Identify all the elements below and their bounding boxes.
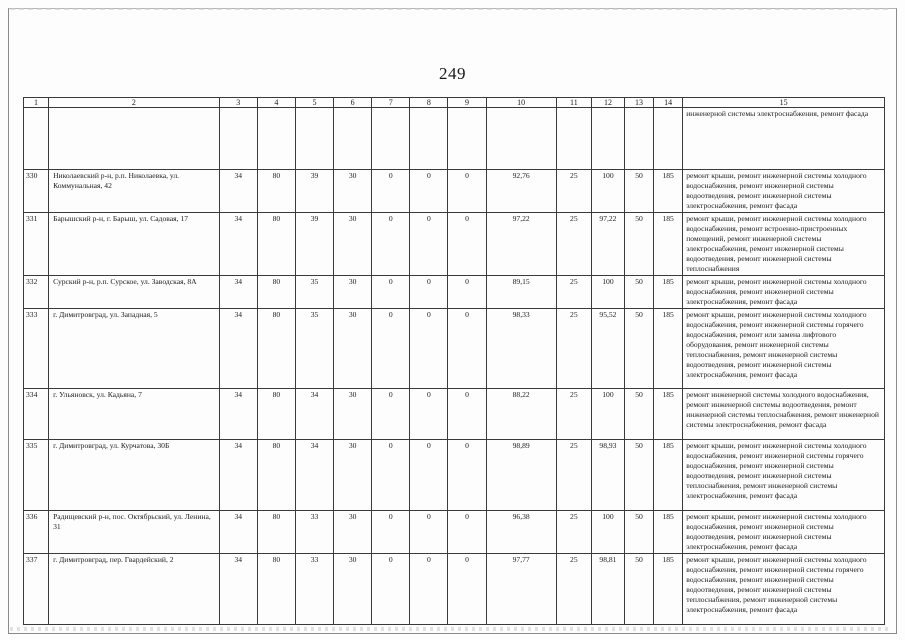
empty-cell: [372, 108, 410, 170]
value-cell: 35: [295, 276, 333, 309]
address-cell: Барышский р-н, г. Барыш, ул. Садовая, 17: [49, 213, 220, 276]
column-header: 15: [683, 98, 885, 108]
column-header: 13: [625, 98, 654, 108]
value-cell: 39: [295, 170, 333, 213]
empty-cell: [410, 108, 448, 170]
value-cell: 0: [372, 440, 410, 511]
value-cell: 0: [410, 170, 448, 213]
value-cell: 25: [556, 170, 591, 213]
work-list-cell: ремонт крыши, ремонт инженерной системы холодного водоснабжения, ремонт инженерной системы горячего водоснабжения, ремонт инженерной системы водоотведения, ремонт инженерной системы теплоснабжения, ремонт инженерной системы электроснабжения, ремонт фасада: [683, 440, 885, 511]
work-list-cell: ремонт крыши, ремонт инженерной системы холодного водоснабжения, ремонт инженерной системы электроснабжения, ремонт фасада: [683, 276, 885, 309]
column-header: 1: [24, 98, 49, 108]
empty-cell: [219, 108, 257, 170]
value-cell: 33: [295, 511, 333, 554]
address-cell: г. Ульяновск, ул. Кадьяна, 7: [49, 389, 220, 440]
value-cell: 0: [410, 554, 448, 625]
table-row: [24, 440, 885, 511]
address-cell: г. Димитровград, ул. Курчатова, 30Б: [49, 440, 220, 511]
value-cell: 50: [625, 170, 654, 213]
value-cell: 98,89: [486, 440, 556, 511]
address-cell: г. Димитровград, ул. Западная, 5: [49, 309, 220, 389]
empty-cell: [591, 108, 624, 170]
value-cell: 80: [257, 276, 295, 309]
value-cell: 0: [410, 389, 448, 440]
row-number: 330: [24, 170, 49, 213]
value-cell: 185: [654, 309, 683, 389]
value-cell: 0: [448, 213, 486, 276]
row-number: 337: [24, 554, 49, 625]
value-cell: 25: [556, 213, 591, 276]
work-list-cell: ремонт крыши, ремонт инженерной системы холодного водоснабжения, ремонт инженерной системы горячего водоснабжения, ремонт инженерной системы водоотведения, ремонт инженерной системы теплоснабжения, ремонт инженерной системы электроснабжения, ремонт фасада: [683, 554, 885, 625]
value-cell: 50: [625, 309, 654, 389]
row-number: 335: [24, 440, 49, 511]
value-cell: 0: [448, 170, 486, 213]
value-cell: 0: [448, 276, 486, 309]
work-list-cell: ремонт крыши, ремонт инженерной системы холодного водоснабжения, ремонт инженерной системы горячего водоснабжения, ремонт или замена лифтового оборудования, ремонт инженерной системы теплоснабжения, ремонт инженерной системы водоотведения, ремонт инженерной системы электроснабжения, ремонт фасада: [683, 309, 885, 389]
value-cell: 100: [591, 511, 624, 554]
value-cell: 98,81: [591, 554, 624, 625]
empty-cell: [334, 108, 372, 170]
work-list-cell: ремонт крыши, ремонт инженерной системы холодного водоснабжения, ремонт встроенно-пристроенных помещений, ремонт инженерной системы электроснабжения, ремонт инженерной системы водоотведения, ремонт инженерной системы теплоснабжения: [683, 213, 885, 276]
value-cell: 0: [448, 309, 486, 389]
value-cell: 0: [448, 389, 486, 440]
work-list-cell: ремонт крыши, ремонт инженерной системы холодного водоснабжения, ремонт инженерной системы водоотведения, ремонт инженерной системы электроснабжения, ремонт фасада: [683, 170, 885, 213]
table-row: [24, 276, 885, 309]
value-cell: 0: [410, 309, 448, 389]
value-cell: 98,33: [486, 309, 556, 389]
value-cell: 34: [219, 170, 257, 213]
value-cell: 185: [654, 170, 683, 213]
value-cell: 97,22: [591, 213, 624, 276]
value-cell: 50: [625, 213, 654, 276]
column-header: 11: [556, 98, 591, 108]
value-cell: 34: [219, 276, 257, 309]
value-cell: 50: [625, 276, 654, 309]
value-cell: 30: [334, 440, 372, 511]
value-cell: 80: [257, 170, 295, 213]
value-cell: 100: [591, 170, 624, 213]
value-cell: 96,38: [486, 511, 556, 554]
empty-cell: [556, 108, 591, 170]
value-cell: 80: [257, 554, 295, 625]
value-cell: 30: [334, 554, 372, 625]
value-cell: 50: [625, 554, 654, 625]
empty-cell: [49, 108, 220, 170]
empty-cell: [654, 108, 683, 170]
value-cell: 25: [556, 440, 591, 511]
column-header: 12: [591, 98, 624, 108]
scan-artifact-bottom: [10, 627, 890, 631]
address-cell: Николаевский р-н, р.п. Николаевка, ул. Коммунальная, 42: [49, 170, 220, 213]
value-cell: 97,77: [486, 554, 556, 625]
value-cell: 185: [654, 440, 683, 511]
empty-cell: [24, 108, 49, 170]
value-cell: 34: [219, 511, 257, 554]
value-cell: 80: [257, 213, 295, 276]
value-cell: 100: [591, 389, 624, 440]
address-cell: Радищевский р-н, пос. Октябрьский, ул. Ленина, 31: [49, 511, 220, 554]
value-cell: 0: [372, 511, 410, 554]
value-cell: 0: [372, 309, 410, 389]
row-number: 332: [24, 276, 49, 309]
table-row: [24, 389, 885, 440]
empty-cell: [448, 108, 486, 170]
value-cell: 0: [410, 213, 448, 276]
value-cell: 89,15: [486, 276, 556, 309]
column-header: 10: [486, 98, 556, 108]
value-cell: 25: [556, 276, 591, 309]
value-cell: 25: [556, 389, 591, 440]
scan-artifact-top: [10, 8, 890, 10]
value-cell: 34: [219, 213, 257, 276]
value-cell: 30: [334, 309, 372, 389]
value-cell: 80: [257, 389, 295, 440]
value-cell: 0: [410, 276, 448, 309]
value-cell: 50: [625, 389, 654, 440]
value-cell: 80: [257, 440, 295, 511]
column-header: 7: [372, 98, 410, 108]
value-cell: 39: [295, 213, 333, 276]
work-list-cell: ремонт инженерной системы холодного водоснабжения, ремонт инженерной системы водоотведения, ремонт инженерной системы теплоснабжения, ремонт инженерной системы электроснабжения, ремонт фасада: [683, 389, 885, 440]
value-cell: 88,22: [486, 389, 556, 440]
address-cell: г. Димитровград, пер. Гвардейский, 2: [49, 554, 220, 625]
value-cell: 34: [295, 389, 333, 440]
value-cell: 80: [257, 511, 295, 554]
value-cell: 0: [410, 511, 448, 554]
table-row: [24, 170, 885, 213]
column-header: 6: [334, 98, 372, 108]
value-cell: 0: [372, 389, 410, 440]
value-cell: 0: [448, 511, 486, 554]
page-number: 249: [439, 64, 466, 83]
value-cell: 0: [372, 170, 410, 213]
empty-cell: [257, 108, 295, 170]
row-number: 334: [24, 389, 49, 440]
work-list-cell: ремонт крыши, ремонт инженерной системы холодного водоснабжения, ремонт инженерной системы водоотведения, ремонт инженерной системы электроснабжения, ремонт фасада: [683, 511, 885, 554]
column-header: 14: [654, 98, 683, 108]
value-cell: 30: [334, 170, 372, 213]
value-cell: 25: [556, 511, 591, 554]
value-cell: 35: [295, 309, 333, 389]
row-number: 333: [24, 309, 49, 389]
row-number: 331: [24, 213, 49, 276]
column-number-row: [24, 98, 885, 108]
column-header: 9: [448, 98, 486, 108]
value-cell: 0: [448, 554, 486, 625]
value-cell: 185: [654, 389, 683, 440]
value-cell: 80: [257, 309, 295, 389]
value-cell: 50: [625, 440, 654, 511]
column-header: 3: [219, 98, 257, 108]
address-cell: Сурский р-н, р.п. Сурское, ул. Заводская, 8А: [49, 276, 220, 309]
value-cell: 33: [295, 554, 333, 625]
value-cell: 0: [410, 440, 448, 511]
value-cell: 34: [219, 389, 257, 440]
value-cell: 50: [625, 511, 654, 554]
value-cell: 25: [556, 554, 591, 625]
value-cell: 92,76: [486, 170, 556, 213]
column-header: 5: [295, 98, 333, 108]
value-cell: 185: [654, 554, 683, 625]
value-cell: 0: [372, 213, 410, 276]
column-header: 4: [257, 98, 295, 108]
value-cell: 185: [654, 276, 683, 309]
value-cell: 30: [334, 213, 372, 276]
value-cell: 100: [591, 276, 624, 309]
table-row: [24, 554, 885, 625]
continuation-row: [24, 108, 885, 170]
value-cell: 30: [334, 276, 372, 309]
value-cell: 30: [334, 511, 372, 554]
value-cell: 34: [295, 440, 333, 511]
value-cell: 97,22: [486, 213, 556, 276]
empty-cell: [625, 108, 654, 170]
value-cell: 34: [219, 309, 257, 389]
repair-program-table: [23, 97, 885, 625]
value-cell: 34: [219, 440, 257, 511]
column-header: 8: [410, 98, 448, 108]
work-list-cell: инженерной системы электроснабжения, ремонт фасада: [683, 108, 885, 170]
value-cell: 98,93: [591, 440, 624, 511]
value-cell: 25: [556, 309, 591, 389]
table-row: [24, 511, 885, 554]
value-cell: 185: [654, 213, 683, 276]
value-cell: 34: [219, 554, 257, 625]
table-row: [24, 213, 885, 276]
value-cell: 0: [372, 554, 410, 625]
column-header: 2: [49, 98, 220, 108]
empty-cell: [486, 108, 556, 170]
value-cell: 95,52: [591, 309, 624, 389]
value-cell: 30: [334, 389, 372, 440]
row-number: 336: [24, 511, 49, 554]
table-row: [24, 309, 885, 389]
value-cell: 0: [372, 276, 410, 309]
empty-cell: [295, 108, 333, 170]
value-cell: 0: [448, 440, 486, 511]
value-cell: 185: [654, 511, 683, 554]
